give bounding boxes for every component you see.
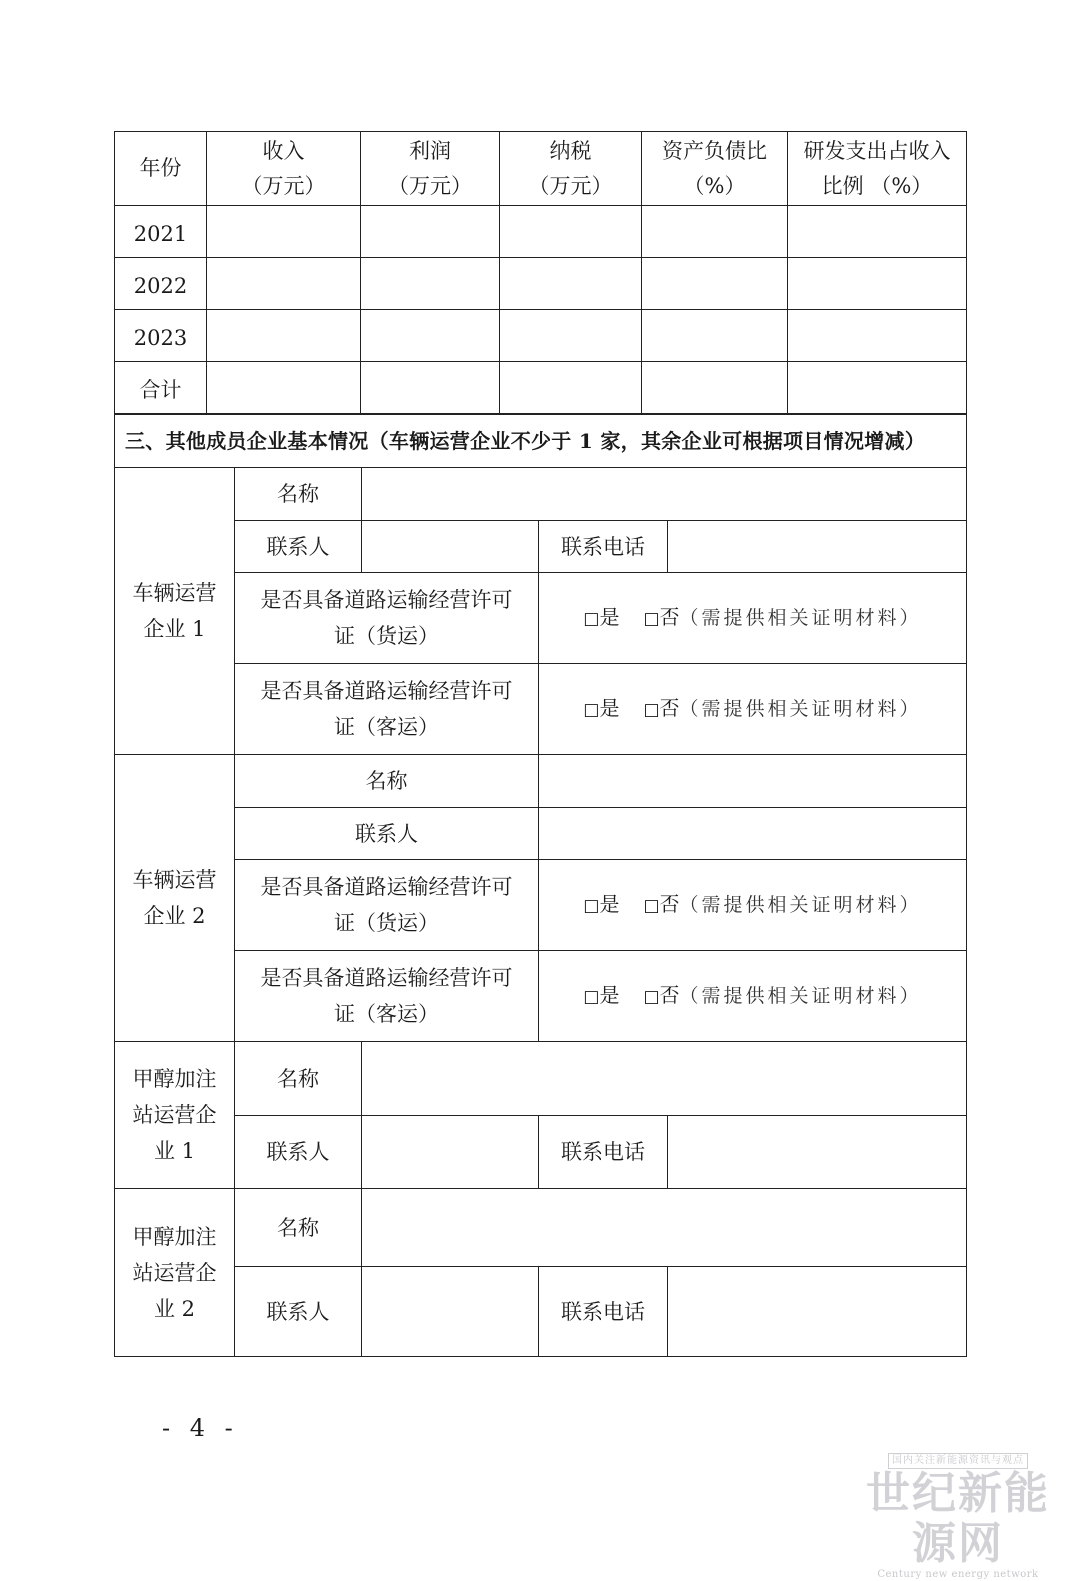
table-row: [115, 258, 967, 310]
contact-input-cell[interactable]: [362, 1116, 539, 1189]
profit-input-cell[interactable]: [361, 362, 500, 414]
table-row: [115, 573, 967, 664]
table-row: [115, 310, 967, 362]
yes-checkbox[interactable]: □: [583, 896, 600, 916]
name-input-cell[interactable]: [362, 1042, 967, 1116]
year-cell: 2022: [115, 258, 207, 310]
header-debt-ratio: 资产负债比 （%）: [642, 132, 788, 206]
contact-label: 联系人: [235, 1116, 362, 1189]
yes-label: 是: [599, 892, 620, 916]
revenue-input-cell[interactable]: [207, 310, 361, 362]
table-row: [115, 1042, 967, 1116]
no-label: 否: [659, 696, 680, 720]
no-checkbox[interactable]: □: [643, 609, 660, 629]
tax-input-cell[interactable]: [500, 258, 642, 310]
header-year: 年份: [115, 132, 207, 206]
profit-input-cell[interactable]: [361, 258, 500, 310]
table-row: [115, 1189, 967, 1267]
name-label: 名称: [235, 1042, 362, 1116]
table-row: [115, 1116, 967, 1189]
table-row: [115, 808, 967, 860]
rd-ratio-input-cell[interactable]: [788, 310, 967, 362]
group-label-vehicle-2: 车辆运营 企业 2: [115, 755, 235, 1042]
freight-license-label: 是否具备道路运输经营许可 证（货运）: [235, 860, 539, 951]
contact-input-cell[interactable]: [362, 1267, 539, 1357]
contact-input-cell[interactable]: [539, 808, 967, 860]
contact-input-cell[interactable]: [362, 521, 539, 573]
passenger-license-options: [539, 664, 967, 755]
phone-label: 联系电话: [539, 1116, 668, 1189]
phone-input-cell[interactable]: [668, 1267, 967, 1357]
yes-checkbox[interactable]: □: [583, 987, 600, 1007]
table-row: [115, 362, 967, 414]
yes-label: 是: [599, 696, 620, 720]
year-cell: 2023: [115, 310, 207, 362]
table-row: [115, 755, 967, 808]
watermark-subtitle: Century new energy network: [877, 1569, 1039, 1580]
rd-ratio-input-cell[interactable]: [788, 206, 967, 258]
page-number: - 4 -: [162, 1414, 239, 1442]
contact-label: 联系人: [235, 521, 362, 573]
group-label-station-1: 甲醇加注 站运营企 业 1: [115, 1042, 235, 1189]
table-row: [115, 468, 967, 521]
phone-input-cell[interactable]: [668, 521, 967, 573]
table-row: [115, 206, 967, 258]
passenger-license-label: 是否具备道路运输经营许可 证（客运）: [235, 951, 539, 1042]
debt-ratio-input-cell[interactable]: [642, 258, 788, 310]
passenger-license-options: [539, 951, 967, 1042]
section-title: 三、其他成员企业基本情况（车辆运营企业不少于 1 家，其余企业可根据项目情况增减）: [115, 415, 967, 468]
year-cell: 2021: [115, 206, 207, 258]
header-tax: 纳税 （万元）: [500, 132, 642, 206]
phone-label: 联系电话: [539, 521, 668, 573]
group-label-vehicle-1: 车辆运营 企业 1: [115, 468, 235, 755]
yes-checkbox[interactable]: □: [583, 609, 600, 629]
yes-label: 是: [599, 605, 620, 629]
table-row: [115, 1267, 967, 1357]
header-rd-ratio: 研发支出占收入 比例 （%）: [788, 132, 967, 206]
proof-hint: （需提供相关证明材料）: [679, 894, 922, 916]
debt-ratio-input-cell[interactable]: [642, 310, 788, 362]
header-revenue: 收入 （万元）: [207, 132, 361, 206]
tax-input-cell[interactable]: [500, 310, 642, 362]
profit-input-cell[interactable]: [361, 310, 500, 362]
debt-ratio-input-cell[interactable]: [642, 206, 788, 258]
freight-license-label: 是否具备道路运输经营许可 证（货运）: [235, 573, 539, 664]
table-row: [115, 860, 967, 951]
freight-license-options: [539, 860, 967, 951]
no-checkbox[interactable]: □: [643, 700, 660, 720]
watermark-logo: 世纪新能源网: [866, 1468, 1050, 1569]
name-input-cell[interactable]: [362, 1189, 967, 1267]
phone-label: 联系电话: [539, 1267, 668, 1357]
rd-ratio-input-cell[interactable]: [788, 362, 967, 414]
no-checkbox[interactable]: □: [643, 896, 660, 916]
name-label: 名称: [235, 1189, 362, 1267]
yes-label: 是: [599, 983, 620, 1007]
table-row: [115, 951, 967, 1042]
name-label: 名称: [235, 755, 539, 808]
no-checkbox[interactable]: □: [643, 987, 660, 1007]
passenger-license-label: 是否具备道路运输经营许可 证（客运）: [235, 664, 539, 755]
no-label: 否: [659, 892, 680, 916]
debt-ratio-input-cell[interactable]: [642, 362, 788, 414]
name-input-cell[interactable]: [539, 755, 967, 808]
table-row: [115, 521, 967, 573]
name-input-cell[interactable]: [362, 468, 967, 521]
contact-label: 联系人: [235, 808, 539, 860]
revenue-input-cell[interactable]: [207, 206, 361, 258]
yes-checkbox[interactable]: □: [583, 700, 600, 720]
section-title-row: [115, 415, 967, 468]
freight-license-options: [539, 573, 967, 664]
no-label: 否: [659, 605, 680, 629]
watermark-tag: 国内关注新能源资讯与观点: [888, 1453, 1028, 1469]
group-label-station-2: 甲醇加注 站运营企 业 2: [115, 1189, 235, 1357]
total-cell: 合计: [115, 362, 207, 414]
name-label: 名称: [235, 468, 362, 521]
phone-input-cell[interactable]: [668, 1116, 967, 1189]
tax-input-cell[interactable]: [500, 206, 642, 258]
revenue-input-cell[interactable]: [207, 258, 361, 310]
header-profit: 利润 （万元）: [361, 132, 500, 206]
watermark: [848, 1448, 1068, 1580]
contact-label: 联系人: [235, 1267, 362, 1357]
table-row: [115, 664, 967, 755]
rd-ratio-input-cell[interactable]: [788, 258, 967, 310]
proof-hint: （需提供相关证明材料）: [679, 698, 922, 720]
financial-header-row: [115, 132, 967, 206]
revenue-input-cell[interactable]: [207, 362, 361, 414]
financial-table: [114, 131, 967, 414]
member-companies-table: [114, 414, 967, 1357]
tax-input-cell[interactable]: [500, 362, 642, 414]
proof-hint: （需提供相关证明材料）: [679, 607, 922, 629]
no-label: 否: [659, 983, 680, 1007]
profit-input-cell[interactable]: [361, 206, 500, 258]
proof-hint: （需提供相关证明材料）: [679, 985, 922, 1007]
